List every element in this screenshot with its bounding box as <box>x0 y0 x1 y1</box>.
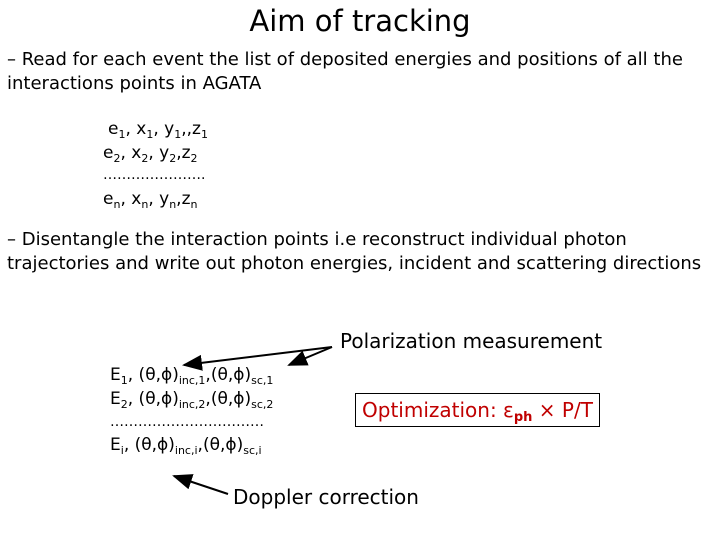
x-symbol: , x <box>125 119 147 139</box>
subscript: 2 <box>113 152 121 165</box>
subscript: n <box>190 198 198 211</box>
x-symbol: , x <box>120 189 142 209</box>
optimization-text: Optimization: <box>362 398 504 422</box>
scatter-angle: ,(θ,ϕ) <box>205 365 252 385</box>
scatter-angle: ,(θ,ϕ) <box>205 389 252 409</box>
energy-symbol: e <box>103 143 114 163</box>
subscript: 1 <box>174 128 182 141</box>
incident-angle: , (θ,ϕ) <box>127 389 179 409</box>
y-symbol: , y <box>153 119 175 139</box>
subscript: sc,2 <box>251 398 274 411</box>
subscript: 2 <box>120 398 128 411</box>
subscript: sc,1 <box>251 374 274 387</box>
subscript: 1 <box>200 128 208 141</box>
energy-symbol: E <box>110 435 121 455</box>
optimization-ratio: × P/T <box>532 398 593 422</box>
arrow-doppler <box>174 476 228 494</box>
scatter-angle: ,(θ,ϕ) <box>197 435 244 455</box>
z-symbol: ,z <box>176 143 191 163</box>
page-title: Aim of tracking <box>249 4 471 38</box>
polarization-label: Polarization measurement <box>340 329 603 353</box>
incident-angle: , (θ,ϕ) <box>123 435 175 455</box>
y-symbol: , y <box>148 189 170 209</box>
subscript: inc,i <box>174 444 198 457</box>
subscript: 1 <box>120 374 128 387</box>
output-ellipsis: …………………………… <box>110 414 264 430</box>
paragraph-disentangle: – Disentangle the interaction points i.e reconstruct individual photon trajectories and write out photon energies, incident and scattering directions <box>7 229 702 274</box>
epsilon-subscript: ph <box>513 410 533 425</box>
subscript: 1 <box>118 128 126 141</box>
z-symbol: ,,z <box>181 119 201 139</box>
subscript: 2 <box>141 152 149 165</box>
subscript: n <box>169 198 177 211</box>
doppler-label: Doppler correction <box>233 485 419 509</box>
subscript: sc,i <box>243 444 262 457</box>
subscript: inc,1 <box>178 374 206 387</box>
subscript: 2 <box>169 152 177 165</box>
subscript: i <box>120 444 124 457</box>
subscript: n <box>113 198 121 211</box>
subscript: 1 <box>146 128 154 141</box>
subscript: n <box>141 198 149 211</box>
subscript: inc,2 <box>178 398 206 411</box>
z-symbol: ,z <box>176 189 191 209</box>
energy-symbol: E <box>110 365 121 385</box>
epsilon-symbol: ε <box>503 398 514 422</box>
subscript: 2 <box>190 152 198 165</box>
input-ellipsis: …………………. <box>103 167 206 183</box>
paragraph-read-events: – Read for each event the list of deposited energies and positions of all the interactions points in AGATA <box>7 49 683 94</box>
y-symbol: , y <box>148 143 170 163</box>
energy-symbol: e <box>108 119 119 139</box>
incident-angle: , (θ,ϕ) <box>127 365 179 385</box>
energy-symbol: e <box>103 189 114 209</box>
x-symbol: , x <box>120 143 142 163</box>
energy-symbol: E <box>110 389 121 409</box>
